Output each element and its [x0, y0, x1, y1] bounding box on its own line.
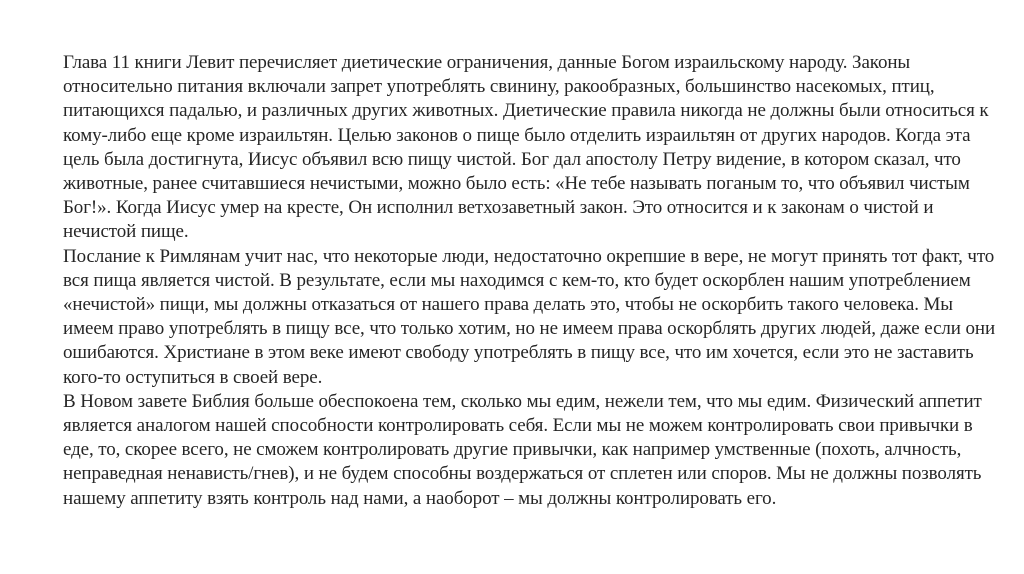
paragraph-new-testament: В Новом завете Библия больше обеспокоена тем, сколько мы едим, нежели тем, что мы едим. Физический аппетит является аналогом нашей способности контролировать себя. Если мы не можем контролировать свои привычки в еде, то, скорее всего, не сможем контролировать другие привычки, как например умственные (похоть, алчность, неправедная ненависть/гнев), и не будем способны воздержаться от сплетен или споров. Мы не должны позволять нашему аппетиту взять контроль над нами, а наоборот – мы должны контролировать его. [63, 390, 982, 509]
body-text [63, 51, 1003, 511]
paragraph-romans: Послание к Римлянам учит нас, что некоторые люди, недостаточно окрепшие в вере, не могут принять тот факт, что вся пища является чистой. В результате, если мы находимся с кем-то, кто будет оскорблен нашим употреблением «нечистой» пищи, мы должны отказаться от нашего права делать это, чтобы не оскорбить такого человека. Мы имеем право употреблять в пищу все, что только хотим, но не имеем права оскорблять других людей, даже если они ошибаются. Христиане в этом веке имеют свободу употреблять в пищу все, что им хочется, если это не заставить кого-то оступиться в своей вере. [63, 245, 996, 388]
paragraph-leviticus: Глава 11 книги Левит перечисляет диетические ограничения, данные Богом израильскому народу. Законы относительно питания включали запрет употреблять свинину, ракообразных, большинство насекомых, птиц, питающихся падалью, и различных других животных. Диетические правила никогда не должны были относиться к кому-либо еще кроме израильтян. Целью законов о пище было отделить израильтян от других народов. Когда эта цель была достигнута, Иисус объявил всю пищу чистой. Бог дал апостолу Петру видение, в котором сказал, что животные, ранее считавшиеся нечистыми, можно было есть: «Не тебе называть поганым то, что объявил чистым Бог!». Когда Иисус умер на кресте, Он исполнил ветхозаветный закон. Это относится и к законам о чистой и нечистой пище. [63, 52, 989, 243]
